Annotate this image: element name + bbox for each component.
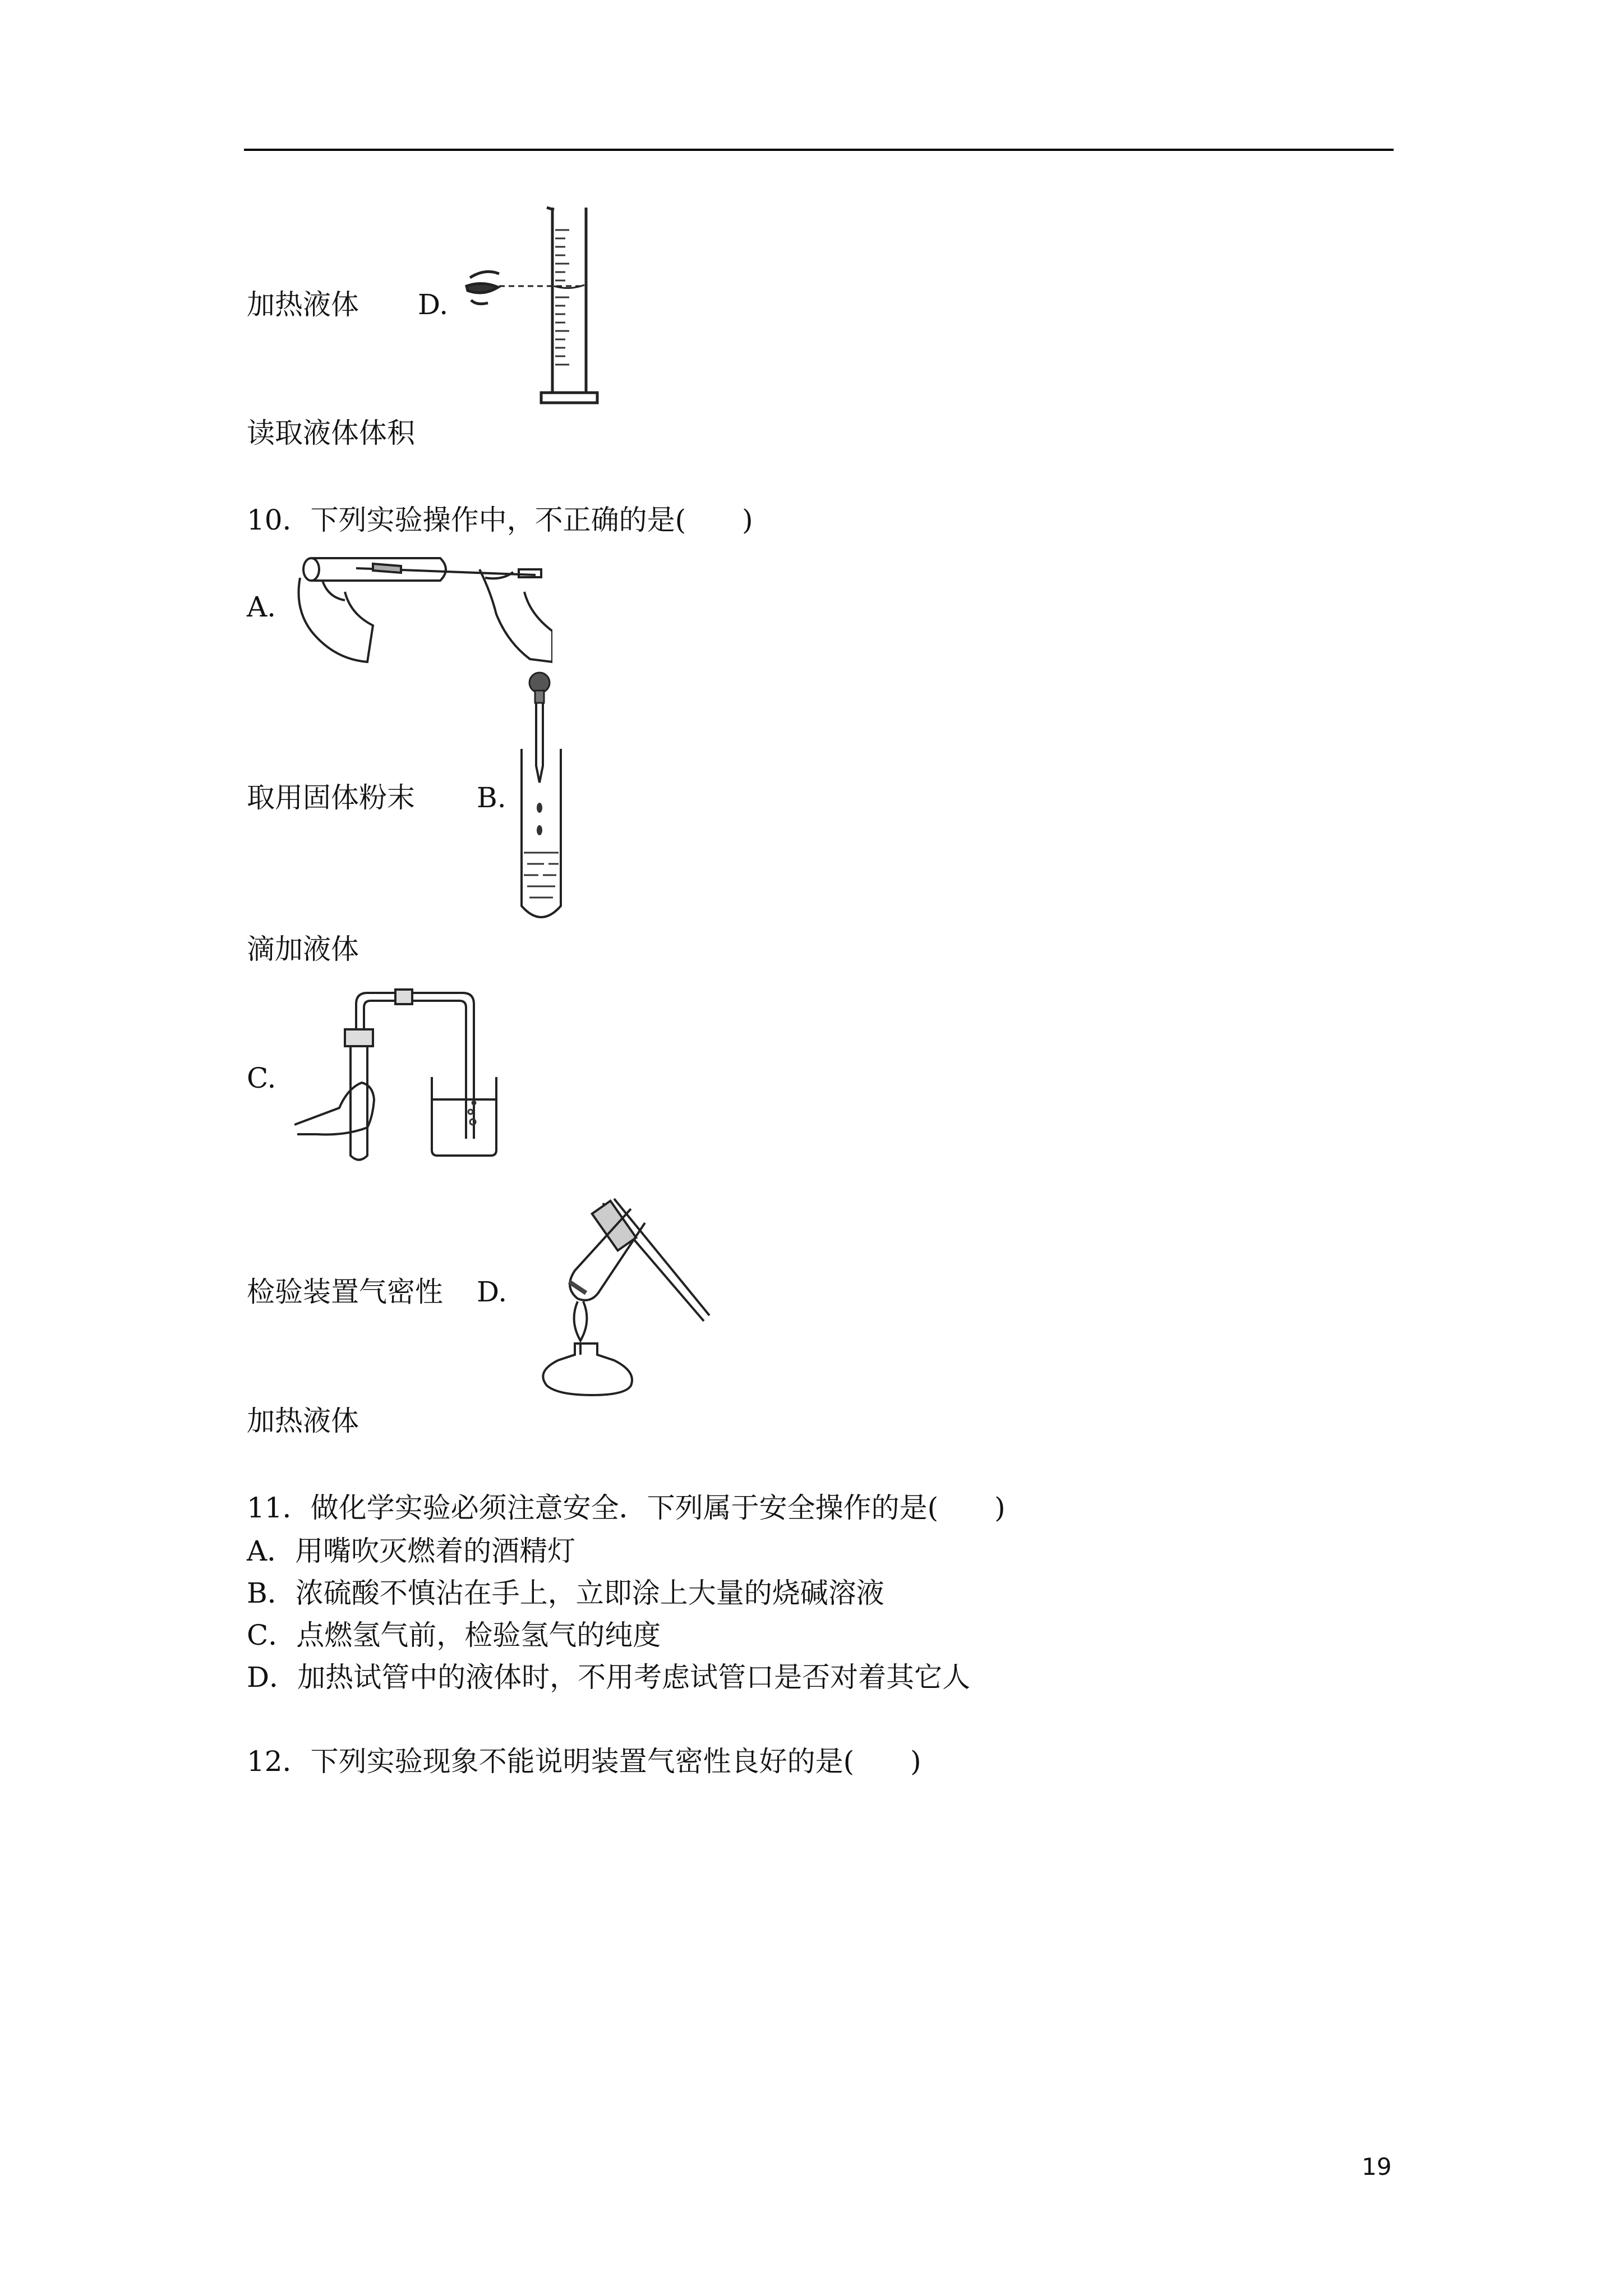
powder-into-test-tube-figure xyxy=(289,547,552,665)
q11-option-b: B．浓硫酸不慎沾在手上，立即涂上大量的烧碱溶液 xyxy=(247,1577,884,1609)
eye-icon xyxy=(467,272,499,303)
question-10-stem: 10．下列实验操作中，不正确的是( ) xyxy=(247,504,753,536)
q10-option-d-label: D. xyxy=(477,1276,508,1308)
q10-option-c-caption: 检验装置气密性 xyxy=(247,1276,443,1308)
heating-test-tube-figure xyxy=(524,1192,715,1397)
header-rule xyxy=(244,149,1394,151)
prev-option-d-caption: 读取液体体积 xyxy=(247,417,415,449)
page-number: 19 xyxy=(1362,2153,1392,2180)
q10-option-d-caption: 加热液体 xyxy=(247,1405,359,1437)
q10-option-a-label: A. xyxy=(247,591,276,623)
q11-option-c: C．点燃氢气前，检验氢气的纯度 xyxy=(247,1619,661,1651)
q10-option-c-label: C. xyxy=(247,1062,276,1094)
q11-option-a: A．用嘴吹灭燃着的酒精灯 xyxy=(247,1535,576,1567)
airtightness-check-figure xyxy=(294,987,502,1167)
q10-option-a-caption: 取用固体粉末 xyxy=(247,781,415,814)
prev-option-c-caption: 加热液体 xyxy=(247,288,359,321)
dropper-over-test-tube-figure xyxy=(516,670,578,928)
q11-option-d: D．加热试管中的液体时，不用考虑试管口是否对着其它人 xyxy=(247,1661,971,1694)
prev-option-d-label: D. xyxy=(418,288,449,321)
question-11-stem: 11．做化学实验必须注意安全．下列属于安全操作的是( ) xyxy=(247,1492,1006,1524)
q10-option-b-label: B. xyxy=(477,781,506,814)
question-12-stem: 12．下列实验现象不能说明装置气密性良好的是( ) xyxy=(247,1745,921,1778)
q10-option-b-caption: 滴加液体 xyxy=(247,933,359,965)
graduated-cylinder-reading-figure xyxy=(454,202,617,409)
